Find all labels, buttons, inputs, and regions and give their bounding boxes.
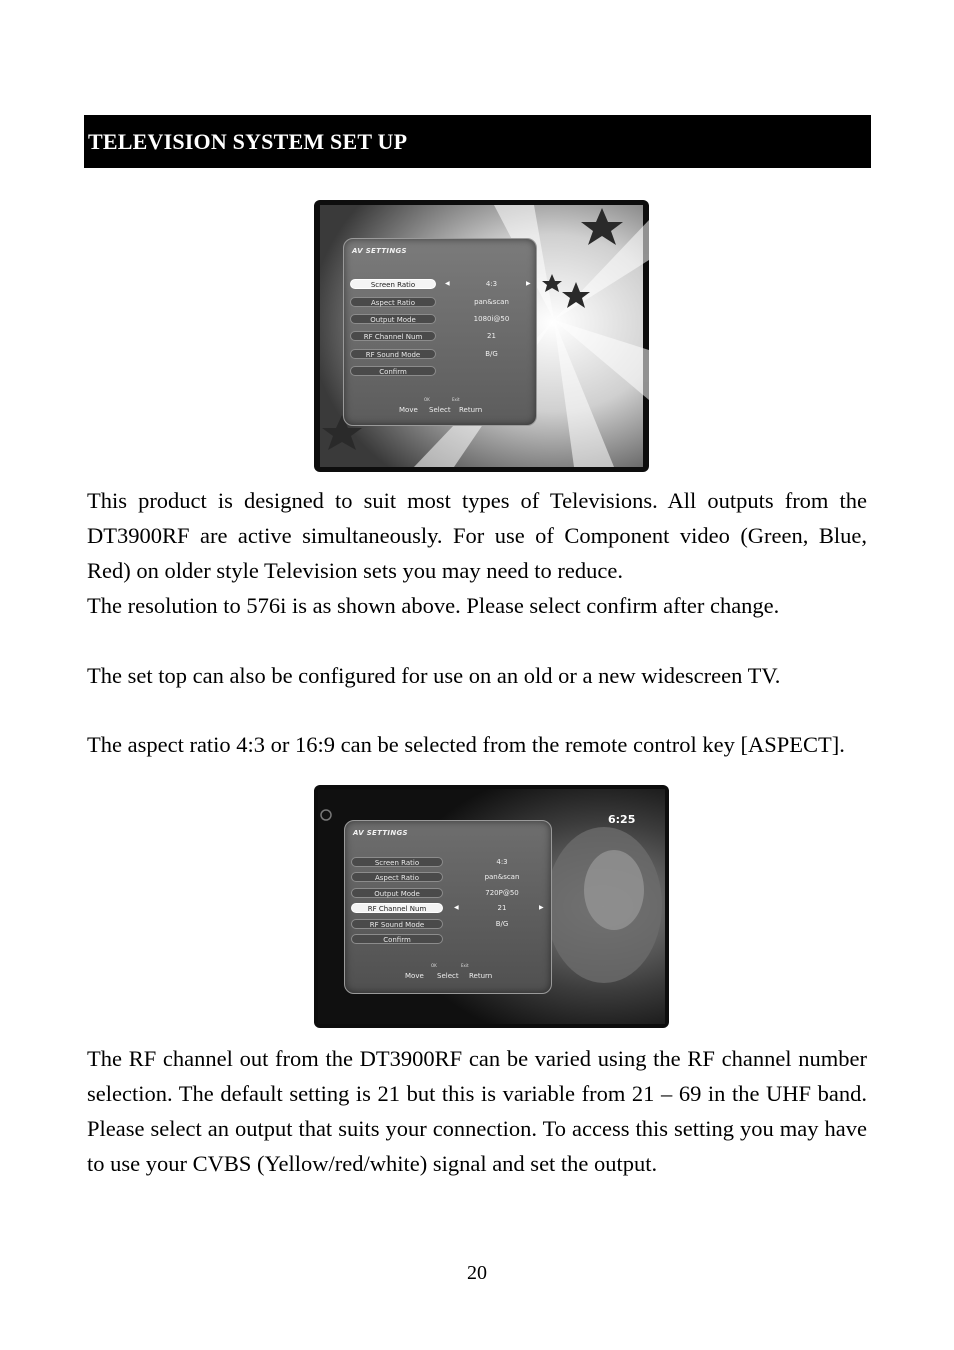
menu-row-rf-channel-num[interactable]: [350, 331, 530, 343]
menu-row-rf-channel-num[interactable]: [351, 903, 545, 915]
exit-key-label: Exit: [461, 963, 469, 968]
move-hint: Move: [399, 406, 418, 414]
menu-value: 21: [487, 332, 496, 340]
menu-label: Aspect Ratio: [351, 872, 443, 882]
menu-value: pan&scan: [484, 873, 520, 881]
confirm-button[interactable]: Confirm: [351, 934, 443, 944]
av-settings-menu: [343, 238, 537, 426]
menu-label: RF Sound Mode: [350, 349, 436, 359]
menu-row-output-mode[interactable]: [350, 314, 530, 326]
menu-label: RF Channel Num: [350, 331, 436, 341]
menu-title: AV SETTINGS: [352, 247, 407, 255]
menu-value: 4:3: [485, 280, 498, 288]
menu-value: 21: [497, 904, 507, 912]
select-hint: Select: [437, 972, 459, 980]
arrow-left-icon[interactable]: ◀: [454, 904, 459, 911]
menu-label: Aspect Ratio: [350, 297, 436, 307]
ok-key-label: OK: [424, 397, 430, 402]
av-settings-screenshot-1: [314, 200, 649, 472]
av-settings-screenshot-2: [314, 785, 669, 1028]
menu-label: RF Channel Num: [351, 903, 443, 913]
paragraph-3: The set top can also be configured for use on an old or a new widescreen TV.: [87, 663, 781, 688]
menu-value: 720P@50: [485, 889, 519, 897]
exit-key-label: Exit: [452, 397, 460, 402]
menu-row-screen-ratio[interactable]: [351, 857, 545, 869]
menu-label: RF Sound Mode: [351, 919, 443, 929]
menu-row-output-mode[interactable]: [351, 888, 545, 900]
arrow-right-icon[interactable]: ▶: [539, 904, 544, 911]
arrow-right-icon[interactable]: ▶: [526, 280, 531, 287]
menu-label: Screen Ratio: [350, 279, 436, 289]
menu-row-aspect-ratio[interactable]: [351, 872, 545, 884]
section-header: [84, 115, 871, 168]
return-hint: Return: [459, 406, 483, 414]
menu-value: 1080i@50: [473, 315, 510, 323]
section-title: TELEVISION SYSTEM SET UP: [88, 128, 408, 154]
menu-value: 4:3: [496, 858, 508, 866]
confirm-button[interactable]: Confirm: [350, 366, 436, 376]
menu-row-confirm[interactable]: [351, 934, 545, 946]
av-settings-menu: [344, 820, 552, 994]
menu-row-aspect-ratio[interactable]: [350, 297, 530, 309]
clock: 6:25: [608, 813, 636, 826]
paragraph-5: The RF channel out from the DT3900RF can be varied using the RF channel number selection. The default setting is 21 but this is variable from 21 – 69 in the UHF band. Please select an output that suits your connection. To access this setting you may have to use your CVBS (Yellow/red/white) signal and set the output.: [87, 1046, 867, 1176]
menu-row-screen-ratio[interactable]: [350, 279, 530, 291]
page-number: 20: [467, 1262, 487, 1284]
menu-row-confirm[interactable]: [350, 366, 530, 378]
paragraph-2: The resolution to 576i is as shown above. Please select confirm after change.: [87, 593, 780, 618]
menu-row-rf-sound-mode[interactable]: [351, 919, 545, 931]
arrow-left-icon[interactable]: ◀: [445, 280, 450, 287]
menu-label: Output Mode: [351, 888, 443, 898]
menu-value: B/G: [485, 350, 498, 358]
move-hint: Move: [405, 972, 424, 980]
menu-title: AV SETTINGS: [353, 829, 408, 837]
menu-label: Output Mode: [350, 314, 436, 324]
menu-value: pan&scan: [474, 298, 509, 306]
menu-value: B/G: [495, 920, 509, 928]
menu-label: Screen Ratio: [351, 857, 443, 867]
paragraph-1: This product is designed to suit most types of Televisions. All outputs from the DT3900RF are active simultaneously. For use of Component video (Green, Blue, Red) on older style Television sets you may need to reduce.: [87, 488, 867, 583]
ok-key-label: OK: [431, 963, 437, 968]
paragraph-4: The aspect ratio 4:3 or 16:9 can be selected from the remote control key [ASPECT].: [87, 732, 845, 757]
return-hint: Return: [469, 972, 493, 980]
select-hint: Select: [429, 406, 451, 414]
menu-row-rf-sound-mode[interactable]: [350, 349, 530, 361]
